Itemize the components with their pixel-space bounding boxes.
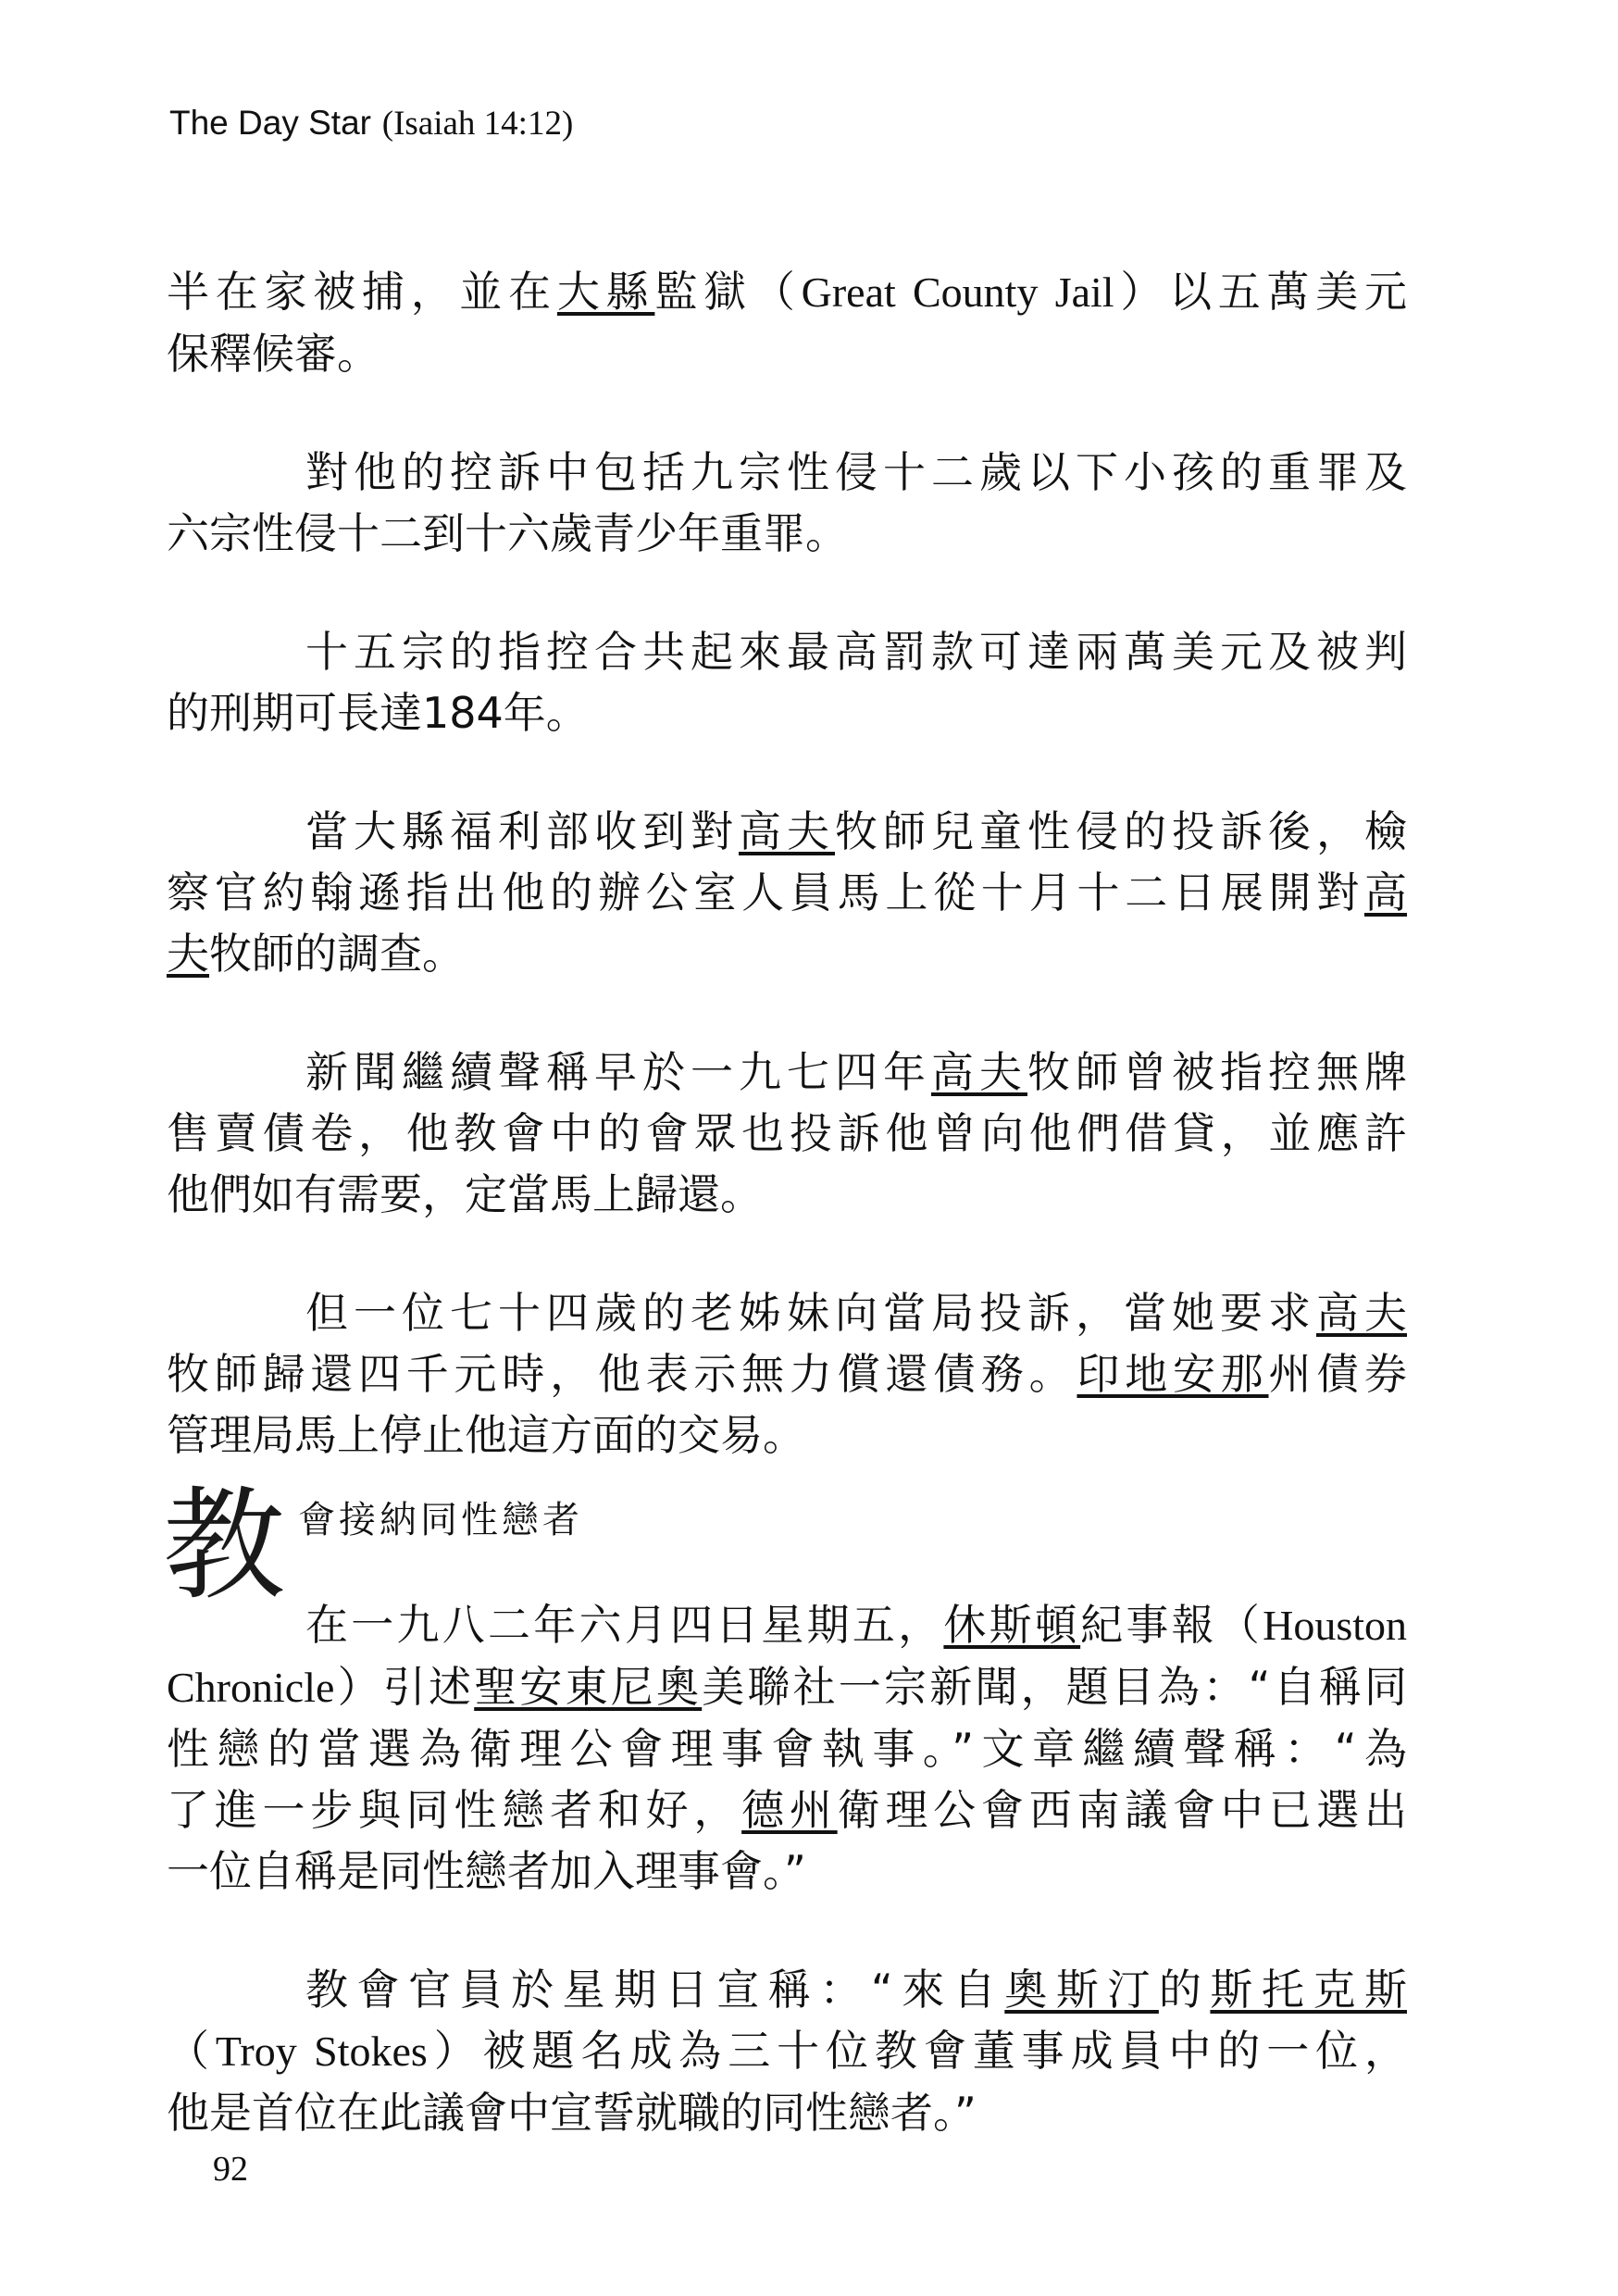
paragraph-line: 牧師歸還四千元時，他表示無力償還債務。印地安那州債券 bbox=[167, 1349, 1408, 1399]
paragraph-line: Chronicle）引述聖安東尼奧美聯社一宗新聞，題目為：“自稱同 bbox=[167, 1662, 1408, 1712]
paragraph-line: 察官約翰遜指出他的辦公室人員馬上從十月十二日展開對高 bbox=[167, 867, 1407, 917]
underlined-name: 高夫 bbox=[1316, 1288, 1407, 1338]
paragraph-8 bbox=[167, 1959, 1407, 2143]
paragraph-line: 在一九八二年六月四日星期五，休斯頓紀事報（Houston bbox=[305, 1600, 1408, 1650]
running-header-reference: (Isaiah 14:12) bbox=[381, 105, 574, 143]
paragraph-line: 十五宗的指控合共起來最高罰款可達兩萬美元及被判 bbox=[305, 627, 1407, 677]
paragraph-line: 性戀的當選為衛理公會理事會執事。”文章繼續聲稱：“為 bbox=[167, 1724, 1407, 1774]
paragraph-5 bbox=[167, 1042, 1407, 1225]
paragraph-7 bbox=[167, 1594, 1407, 1902]
paragraph-line: 一位自稱是同性戀者加入理事會。” bbox=[167, 1846, 806, 1896]
section-heading-text: 會接納同性戀者 bbox=[298, 1499, 583, 1541]
underlined-name: 高夫 bbox=[931, 1047, 1027, 1097]
paragraph-line: 他們如有需要，定當馬上歸還。 bbox=[167, 1169, 763, 1219]
english-term: Great County Jail bbox=[801, 268, 1114, 316]
english-term: Houston bbox=[1263, 1602, 1408, 1649]
paragraph-line: 的刑期可長達184年。 bbox=[167, 688, 589, 738]
paragraph-line: 新聞繼續聲稱早於一九七四年高夫牧師曾被指控無牌 bbox=[305, 1047, 1407, 1097]
english-term: Chronicle bbox=[167, 1664, 335, 1711]
underlined-name: 德州 bbox=[741, 1785, 838, 1835]
paragraph-line: 六宗性侵十二到十六歲青少年重罪。 bbox=[167, 508, 848, 558]
underlined-name: 大縣 bbox=[556, 267, 655, 317]
drop-cap: 教 bbox=[163, 1475, 285, 1617]
paragraph-line: 半在家被捕，並在大縣監獄（Great County Jail）以五萬美元 bbox=[167, 267, 1408, 317]
section-2-body bbox=[167, 1594, 1407, 2201]
page-number: 92 bbox=[213, 2150, 248, 2189]
paragraph-2 bbox=[167, 442, 1407, 564]
paragraph-line: 了進一步與同性戀者和好，德州衛理公會西南議會中已選出 bbox=[167, 1785, 1408, 1835]
paragraph-3 bbox=[167, 621, 1407, 743]
underlined-name: 奧斯汀 bbox=[1004, 1965, 1159, 2015]
underlined-name: 印地安那 bbox=[1077, 1349, 1269, 1399]
underlined-name: 休斯頓 bbox=[943, 1600, 1081, 1650]
english-term: Troy Stokes bbox=[215, 2028, 428, 2075]
paragraph-line: （Troy Stokes）被題名成為三十位教會董事成員中的一位， bbox=[167, 2026, 1408, 2076]
paragraph-line: 對他的控訴中包括九宗性侵十二歲以下小孩的重罪及 bbox=[305, 447, 1407, 497]
paragraph-line: 夫牧師的調查。 bbox=[167, 929, 465, 979]
paragraph-line: 保釋候審。 bbox=[167, 329, 380, 379]
paragraph-6 bbox=[167, 1282, 1407, 1466]
paragraph-line: 售賣債卷，他教會中的會眾也投訴他曾向他們借貸，並應許 bbox=[167, 1108, 1407, 1158]
paragraph-4 bbox=[167, 801, 1407, 984]
paragraph-line: 他是首位在此議會中宣誓就職的同性戀者。” bbox=[167, 2088, 977, 2138]
paragraph-line: 當大縣福利部收到對高夫牧師兒童性侵的投訴後，檢 bbox=[305, 806, 1407, 856]
paragraph-line: 教會官員於星期日宣稱：“來自奧斯汀的斯托克斯 bbox=[305, 1965, 1407, 2015]
underlined-name: 夫 bbox=[167, 929, 209, 979]
running-header bbox=[169, 100, 573, 147]
underlined-name: 高 bbox=[1364, 867, 1407, 917]
paragraph-line: 管理局馬上停止他這方面的交易。 bbox=[167, 1410, 805, 1460]
paragraph-1 bbox=[167, 261, 1407, 384]
running-header-title: The Day Star bbox=[169, 104, 371, 142]
section-1-body bbox=[167, 261, 1407, 1523]
underlined-name: 斯托克斯 bbox=[1210, 1965, 1407, 2015]
underlined-name: 高夫 bbox=[739, 806, 835, 856]
underlined-name: 聖安東尼奧 bbox=[474, 1662, 703, 1712]
paragraph-line: 但一位七十四歲的老姊妹向當局投訴，當她要求高夫 bbox=[305, 1288, 1407, 1338]
